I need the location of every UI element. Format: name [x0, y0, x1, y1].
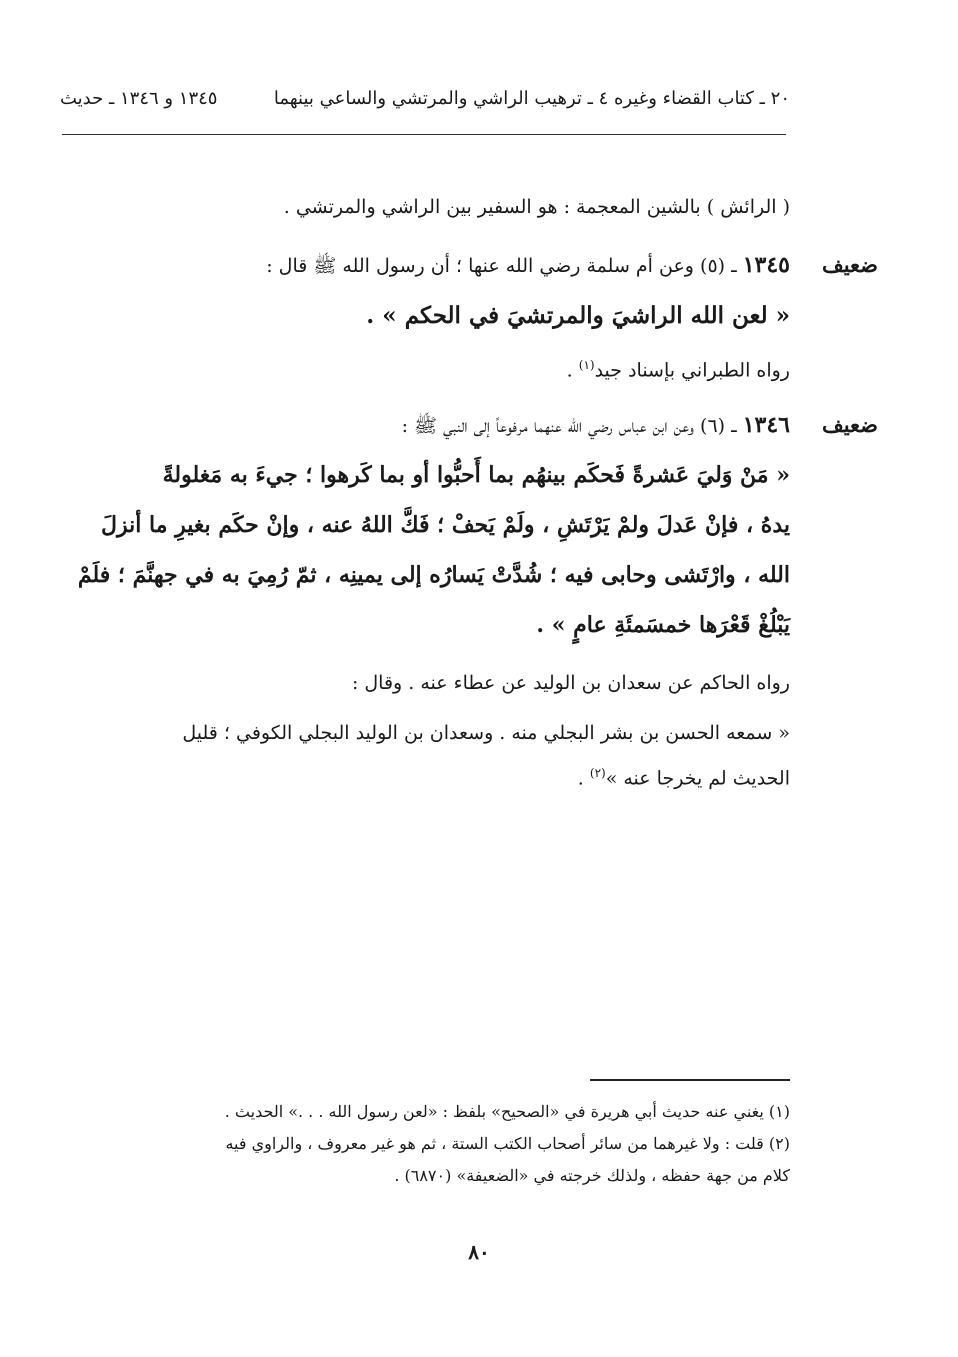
footnote-ref-2: (٢) [589, 766, 606, 780]
header-rule [62, 134, 786, 135]
hadith-number: ١٣٤٦ [742, 412, 790, 438]
source-text: رواه الطبراني بإسناد جيد [594, 359, 790, 382]
grade-label-1346: ضعيف [821, 412, 878, 437]
running-header [60, 88, 790, 109]
hadith-1345-text: « لعن الله الراشيَ والمرتشيَ في الحكم » . [366, 302, 790, 329]
hadith-chain: ـ (٥) وعن أم سلمة رضي الله عنها ؛ أن رسول الله ﷺ قال : [266, 255, 737, 277]
hadith-1346-text-line: « مَنْ وَليَ عَشرةً فَحكَم بينهُم بما أَحبُّوا أو بما كَرهوا ؛ جيءَ به مَغلولةً [162, 462, 790, 488]
source-end: . [566, 359, 579, 382]
quote-end: . [577, 767, 590, 790]
footnote-2: (٢) قلت : ولا غيرهما من سائر أصحاب الكتب الستة ، ثم هو غير معروف ، والراوي فيه [225, 1134, 790, 1153]
intro-line: ( الرائش ) بالشين المعجمة : هو السفير بين الراشي والمرتشي . [283, 196, 790, 218]
hadith-1346-quote-line [578, 766, 790, 789]
page-number: ٨٠ [468, 1240, 490, 1264]
hadith-1346-quote-line: « سمعه الحسن بن بشر البجلي منه . وسعدان بن الوليد البجلي الكوفي ؛ قليل [182, 722, 790, 744]
header-hadith-range: ١٣٤٥ و ١٣٤٦ ـ حديث [60, 88, 218, 109]
footnote-2-cont: كلام من جهة حفظه ، ولذلك خرجته في «الضعيفة» (٦٨٧٠) . [394, 1166, 790, 1185]
hadith-number: ١٣٤٥ [742, 252, 790, 278]
hadith-1345-intro [266, 252, 790, 282]
hadith-1346-text-line: الله ، وارْتَشى وحابى فيه ؛ شُدَّتْ يَسارُه إلى يمينِه ، ثمّ رُمِيَ به في جهنَّمَ ؛ فلَمْ [77, 562, 790, 588]
hadith-1346-intro [402, 412, 790, 442]
footnote-1: (١) يغني عنه حديث أبي هريرة في «الصحيح» بلفظ : «لعن رسول الله . . .» الحديث . [224, 1102, 790, 1121]
hadith-1345-source [567, 358, 790, 381]
header-chapter: ٢٠ ـ كتاب القضاء وغيره ٤ ـ ترهيب الراشي والمرتشي والساعي بينهما [273, 88, 790, 109]
footnote-rule [590, 1079, 790, 1081]
quote-text: الحديث لم يخرجا عنه » [605, 767, 790, 790]
hadith-1346-source: رواه الحاكم عن سعدان بن الوليد عن عطاء عنه . وقال : [351, 672, 790, 694]
grade-label-1345: ضعيف [821, 252, 878, 277]
footnote-ref-1: (١) [578, 358, 595, 372]
hadith-1346-text-line: يدهُ ، فإنْ عَدلَ ولمْ يَرْتَشِ ، ولَمْ يَحفْ ؛ فَكَّ اللهُ عنه ، وإنْ حكَم بغيرِ ما أنزلَ [100, 512, 790, 538]
hadith-1346-text-line: يَبْلُغْ قَعْرَها خمسَمئَةِ عامٍ » . [536, 612, 790, 638]
hadith-chain: ـ (٦) وعن ابن عباس رضي الله عنهما مرفوعاً إلى النبي ﷺ : [401, 415, 737, 437]
